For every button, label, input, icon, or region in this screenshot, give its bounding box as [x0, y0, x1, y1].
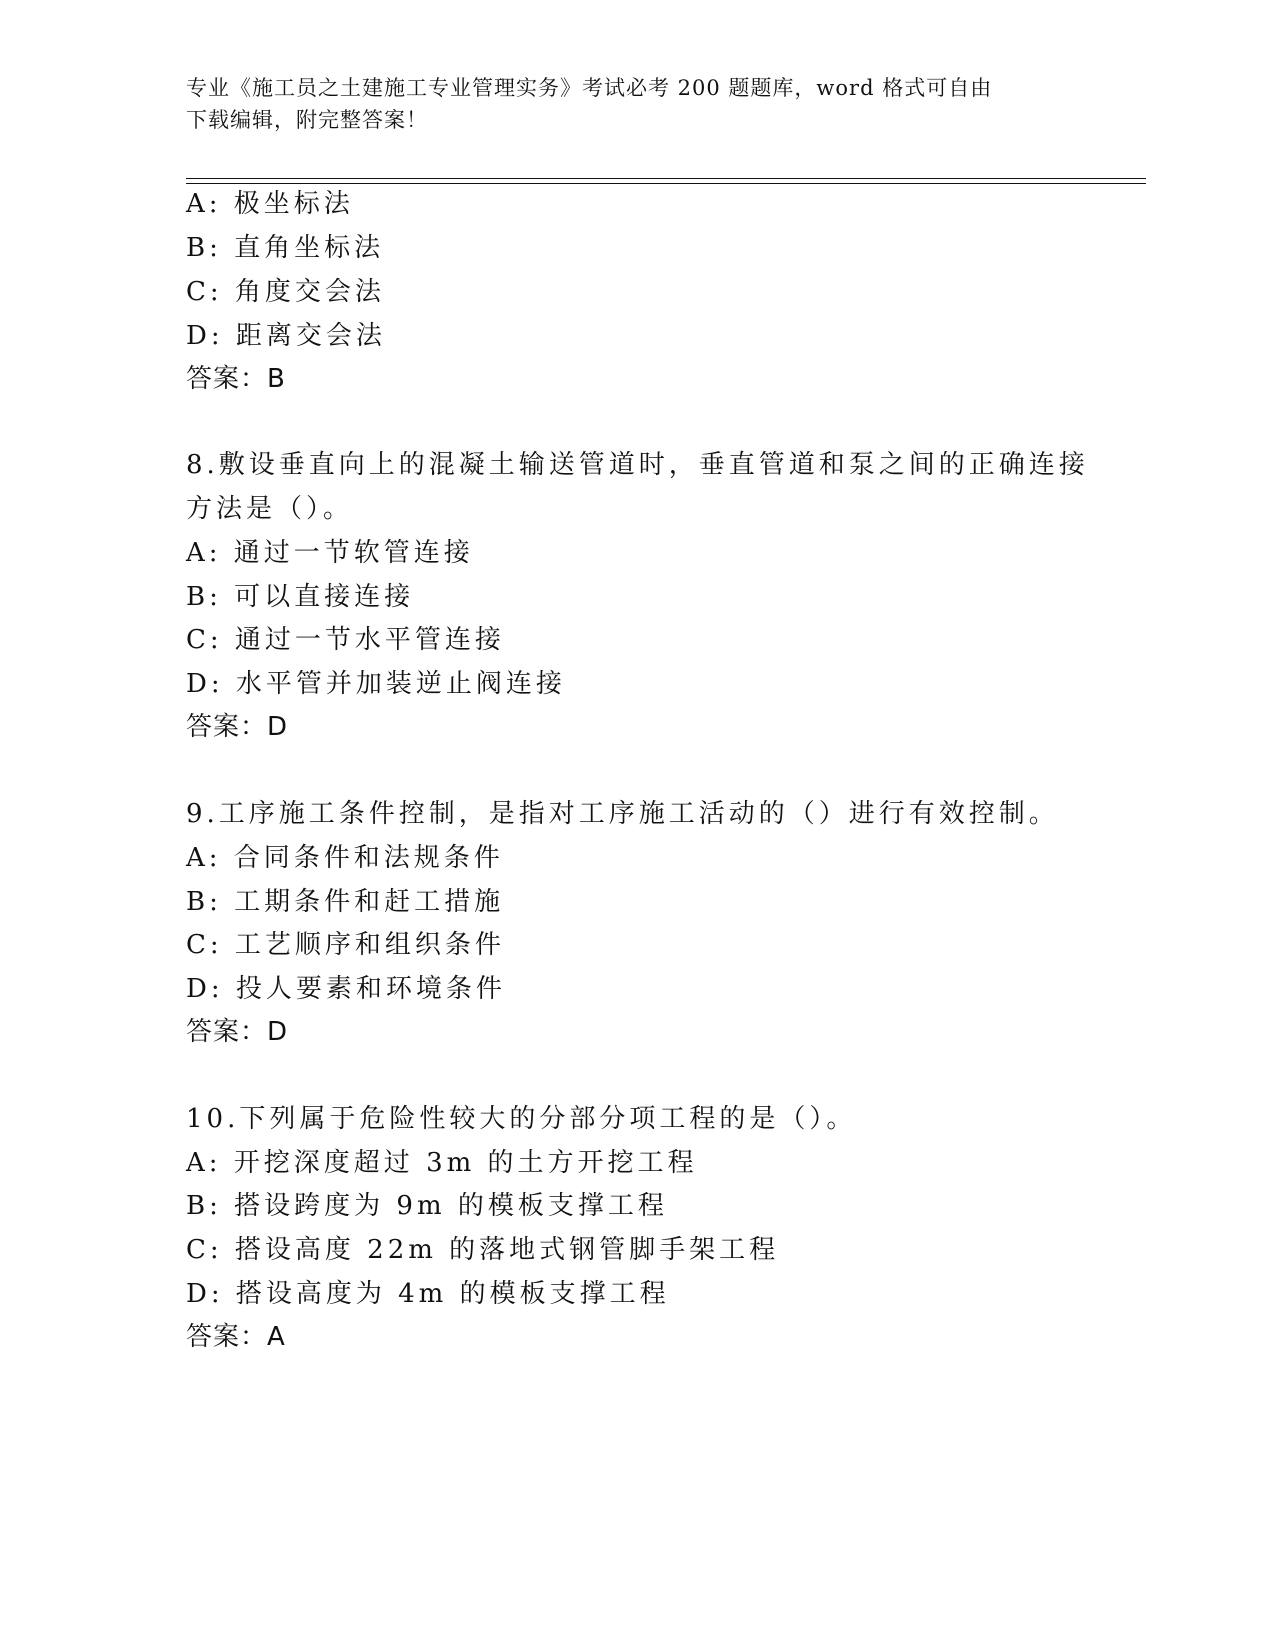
q10-option-b: B: 搭设跨度为 9m 的模板支撑工程	[186, 1191, 668, 1221]
header-line-1: 专业《施工员之土建施工专业管理实务》考试必考 200 题题库，word 格式可自由	[186, 76, 993, 100]
q7-option-c: C: 角度交会法	[186, 277, 385, 307]
q9-answer: 答案：D	[186, 1017, 289, 1047]
q9-option-a: A: 合同条件和法规条件	[186, 843, 504, 873]
q7-option-d: D: 距离交会法	[186, 321, 386, 351]
header-divider-bottom	[186, 183, 1146, 184]
q9-option-d: D: 投人要素和环境条件	[186, 974, 506, 1004]
q10-stem-line-1: 10.下列属于危险性较大的分部分项工程的是（）。	[186, 1104, 857, 1134]
q7-option-a: A: 极坐标法	[186, 189, 354, 219]
header-line-2: 下载编辑，附完整答案！	[186, 108, 428, 132]
q9-stem-line-1: 9.工序施工条件控制，是指对工序施工活动的（）进行有效控制。	[186, 799, 1059, 829]
q7-option-b: B: 直角坐标法	[186, 233, 385, 263]
q7-answer: 答案：B	[186, 364, 286, 394]
q8-option-c: C: 通过一节水平管连接	[186, 625, 505, 655]
q8-answer: 答案：D	[186, 712, 289, 742]
q10-option-d: D: 搭设高度为 4m 的模板支撑工程	[186, 1279, 670, 1309]
q8-option-d: D: 水平管并加装逆止阀连接	[186, 669, 566, 699]
header-divider-top	[186, 178, 1146, 179]
q10-option-a: A: 开挖深度超过 3m 的土方开挖工程	[186, 1148, 698, 1178]
q10-option-c: C: 搭设高度 22m 的落地式钢管脚手架工程	[186, 1235, 780, 1265]
q8-option-b: B: 可以直接连接	[186, 582, 415, 612]
q8-option-a: A: 通过一节软管连接	[186, 538, 474, 568]
q9-option-b: B: 工期条件和赶工措施	[186, 887, 505, 917]
q10-answer: 答案：A	[186, 1322, 286, 1352]
q8-stem-line-2: 方法是（）。	[186, 494, 354, 524]
q9-option-c: C: 工艺顺序和组织条件	[186, 930, 505, 960]
document-header	[186, 72, 1086, 136]
q8-stem-line-1: 8.敷设垂直向上的混凝土输送管道时，垂直管道和泵之间的正确连接	[186, 450, 1089, 480]
